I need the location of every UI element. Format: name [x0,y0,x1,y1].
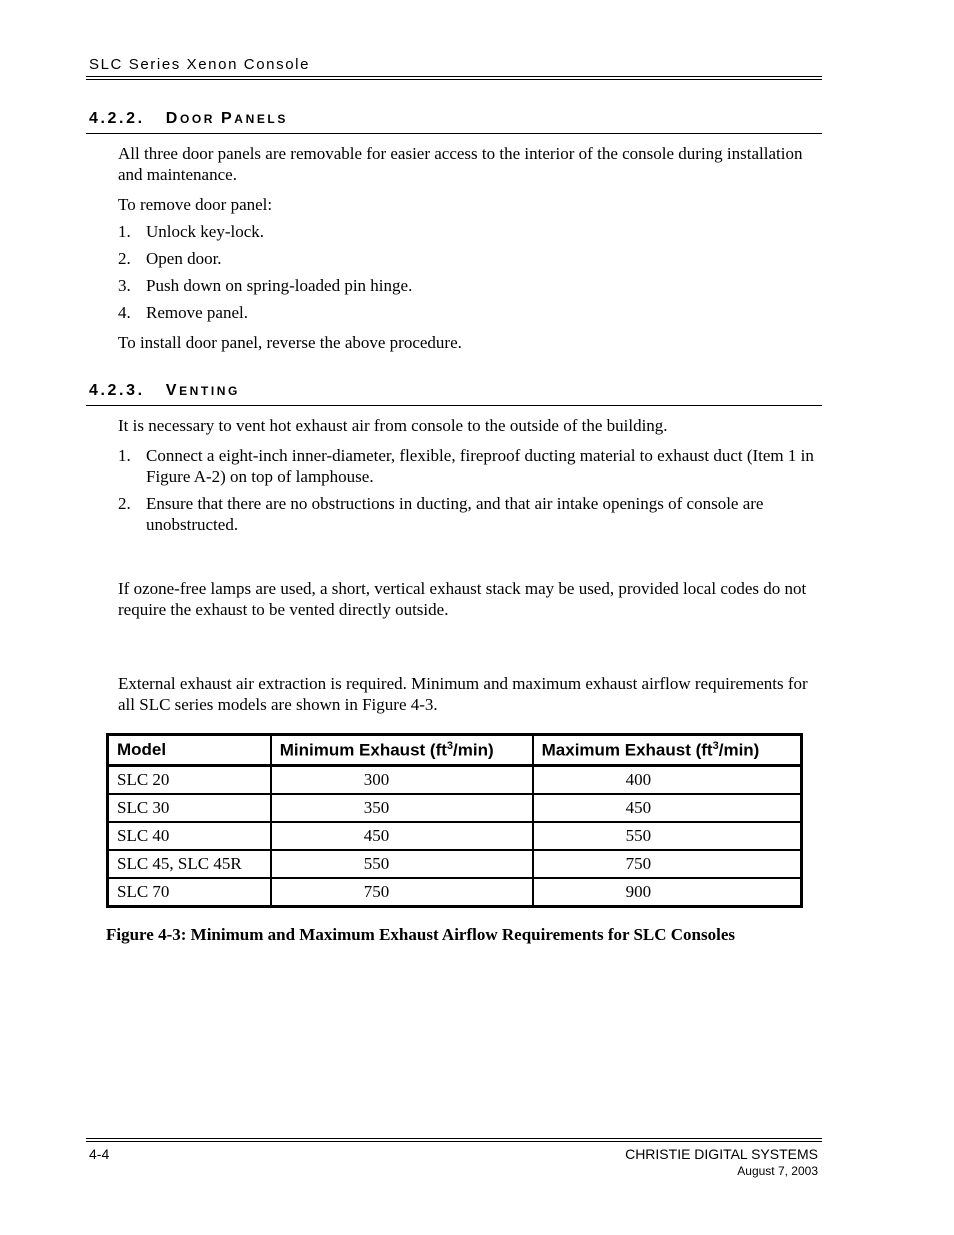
section-rule [86,405,822,406]
footer-rule-thin [86,1141,822,1142]
section-number: 4.2.3. [89,382,145,399]
section-heading-door-panels [89,110,288,128]
list-number: 4. [118,303,131,322]
airflow-table [106,733,803,908]
door-panels-lead-in: To remove door panel: [118,195,273,214]
list-number: 3. [118,276,131,295]
section-number: 4.2.2. [89,110,145,127]
table-row [108,878,802,907]
footer-rule [86,1138,822,1139]
list-number: 2. [118,494,131,513]
list-text: Connect a eight-inch inner-diameter, flexible, fireproof ducting material to exhaust duct (Item 1 in Figure A-2) on top of lamphouse. [146,446,814,486]
heading-initial: V [165,382,180,399]
heading-rest: OOR [179,112,222,126]
list-number: 2. [118,249,131,268]
cell-max: 400 [533,766,802,795]
table-row [108,766,802,795]
door-panels-intro: All three door panels are removable for easier access to the interior of the console during installation and maintenance. [118,144,803,184]
header-rule-thin [86,79,822,80]
cell-model: SLC 70 [108,878,271,907]
cell-min: 350 [271,794,533,822]
header-rule [86,76,822,77]
cell-max: 550 [533,822,802,850]
table-row [108,822,802,850]
header-max-exhaust: Maximum Exhaust $(ft^3/\min)$ [533,735,802,766]
section-rule [86,133,822,134]
cell-min: 750 [271,878,533,907]
heading-initial: D [165,110,180,127]
list-text: Open door. [146,249,222,268]
section-heading-venting [89,382,240,400]
header-model: Model [108,735,271,766]
list-text: Ensure that there are no obstructions in ducting, and that air intake openings of console are unobstructed. [146,494,764,534]
ozone-note: If ozone-free lamps are used, a short, vertical exhaust stack may be used, provided local codes do not require the exhaust to be vented directly outside. [118,579,807,619]
list-text: Unlock key-lock. [146,222,265,241]
cell-max: 750 [533,850,802,878]
cell-max: 900 [533,878,802,907]
cell-min: 300 [271,766,533,795]
header-min-exhaust: Minimum Exhaust $(ft^3/\min)$ [271,735,533,766]
page-number: 4-4 [89,1146,110,1162]
door-panels-closing: To install door panel, reverse the above procedure. [118,333,462,352]
document-date: August 7, 2003 [737,1164,818,1178]
cell-max: 450 [533,794,802,822]
company-name: CHRISTIE DIGITAL SYSTEMS [625,1146,818,1162]
extraction-note: External exhaust air extraction is required. Minimum and maximum exhaust airflow requirements for all SLC series models are shown in Figure 4-3. [118,674,808,714]
heading-initial-2: P [221,110,235,127]
cell-model: SLC 45, SLC 45R [108,850,271,878]
heading-rest: ENTING [179,384,240,398]
table-row [108,794,802,822]
figure-caption: Figure 4-3: Minimum and Maximum Exhaust Airflow Requirements for SLC Consoles [106,925,736,944]
table-row [108,850,802,878]
venting-intro: It is necessary to vent hot exhaust air from console to the outside of the building. [118,416,668,435]
cell-min: 550 [271,850,533,878]
list-number: 1. [118,446,131,465]
list-text: Push down on spring-loaded pin hinge. [146,276,413,295]
list-number: 1. [118,222,131,241]
cell-model: SLC 30 [108,794,271,822]
list-text: Remove panel. [146,303,248,322]
table-header-row [108,735,802,766]
cell-model: SLC 20 [108,766,271,795]
heading-rest-2: ANELS [234,112,288,126]
running-header: SLC Series Xenon Console [89,56,311,73]
cell-min: 450 [271,822,533,850]
cell-model: SLC 40 [108,822,271,850]
